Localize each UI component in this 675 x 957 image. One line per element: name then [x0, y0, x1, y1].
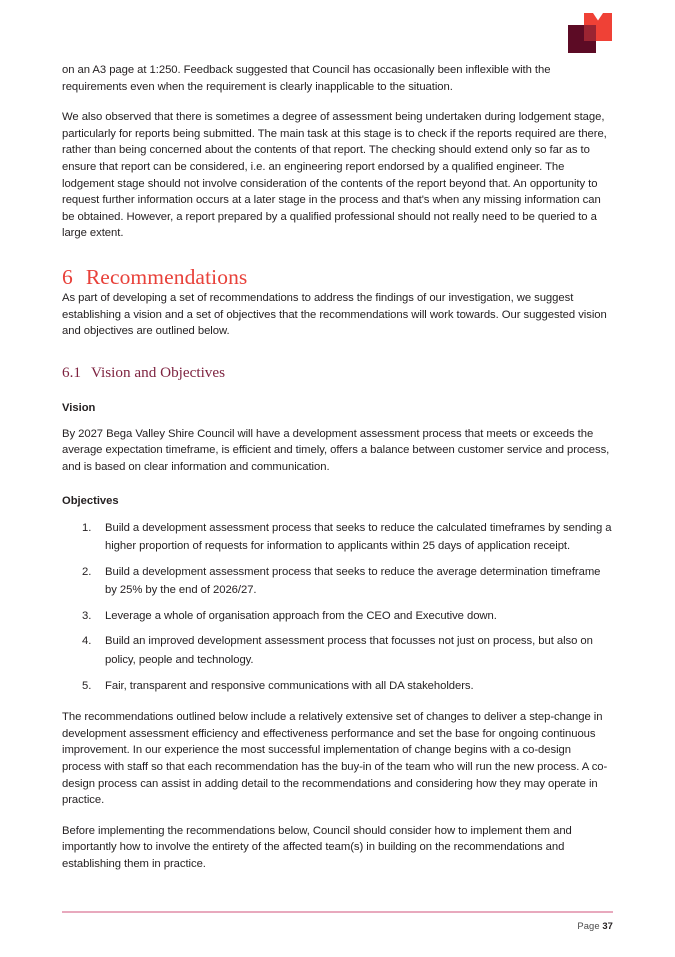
chapter-number: 6: [62, 264, 73, 289]
list-item: [62, 563, 613, 600]
objectives-list: [62, 519, 613, 696]
page-content: [62, 62, 613, 887]
list-item-marker: 1.: [82, 521, 92, 534]
list-item-text: Build a development assessment process that seeks to reduce the average determination timeframe by 25% by the end of 2026/27.: [105, 565, 601, 597]
list-item: [62, 632, 613, 669]
paragraph-continuation: on an A3 page at 1:250. Feedback suggested that Council has occasionally been inflexible with the requirements even when the requirement is clearly inapplicable to the situation.: [62, 64, 551, 93]
list-item: [62, 677, 613, 696]
list-item-marker: 5.: [82, 679, 92, 692]
list-item-text: Fair, transparent and responsive communications with all DA stakeholders.: [105, 679, 474, 692]
logo-icon: [566, 11, 614, 55]
page-number-label: [62, 920, 613, 931]
page-header: [0, 0, 675, 62]
paragraph-before-implementing: Before implementing the recommendations below, Council should consider how to implement them and importantly how to involve the entirety of the affected team(s) in building on the recommendations and establishing them in practice.: [62, 824, 572, 870]
list-item: [62, 607, 613, 626]
paragraph-change-delivery: The recommendations outlined below include a relatively extensive set of changes to deliver a step-change in development assessment efficiency and effectiveness performance and set the base for ongoing continuous improvement. In our experience the most successful implementation of change begins with a co-design process with staff so that each recommendation has the buy-in of the team who will run the new process. A co-design process can assist in adding detail to the recommendations and considering how they may operate in practice.: [62, 711, 608, 807]
section-title: Vision and Objectives: [90, 363, 226, 381]
vision-heading: Vision: [62, 401, 96, 414]
footer-page-number: 37: [602, 919, 613, 931]
list-item-text: Leverage a whole of organisation approach from the CEO and Executive down.: [105, 609, 497, 622]
list-item: [62, 519, 613, 556]
footer-page-word: Page: [577, 919, 600, 931]
section-number: 6.1: [62, 363, 81, 381]
paragraph-lodgement-assessment: We also observed that there is sometimes a degree of assessment being undertaken during lodgement stage, particularly for reports being submitted. The main task at this stage is to check if the reports required are there, rather than being concerned about the contents of that report. The checking should extend only so far as to ensure that report can be considered, i.e. an engineering report endorsed by a qualified engineer. The lodgement stage should not involve consideration of the contents of the report beyond that. An opportunity to request further information occurs at a later stage in the process and that's when any missing information can be obtained. However, a report prepared by a qualified professional should not really need to be queried to a large extent.: [62, 111, 607, 240]
page-footer: [62, 911, 613, 931]
list-item-marker: 2.: [82, 565, 92, 578]
chapter-heading: [62, 264, 613, 290]
paragraph-vision: By 2027 Bega Valley Shire Council will have a development assessment process that meets or exceeds the average expectation timeframe, is efficient and timely, offers a balance between customer service and process, and is based on clear information and communication.: [62, 427, 610, 473]
company-logo: [566, 11, 614, 55]
list-item-marker: 3.: [82, 609, 92, 622]
list-item-text: Build a development assessment process that seeks to reduce the calculated timeframes by sending a higher proportion of requests for information to applicants within 25 days of application receipt.: [105, 521, 612, 553]
list-item-text: Build an improved development assessment process that focusses not just on process, but also on policy, people and technology.: [105, 635, 593, 667]
chapter-title: Recommendations: [85, 264, 248, 289]
objectives-heading: Objectives: [62, 494, 119, 507]
paragraph-intro-recommendations: As part of developing a set of recommendations to address the findings of our investigation, we suggest establishing a vision and a set of objectives that the recommendations will work towards. Our suggested vision and objectives are outlined below.: [62, 291, 607, 338]
section-heading: [62, 363, 613, 383]
list-item-marker: 4.: [82, 635, 92, 648]
footer-divider: [62, 911, 613, 913]
